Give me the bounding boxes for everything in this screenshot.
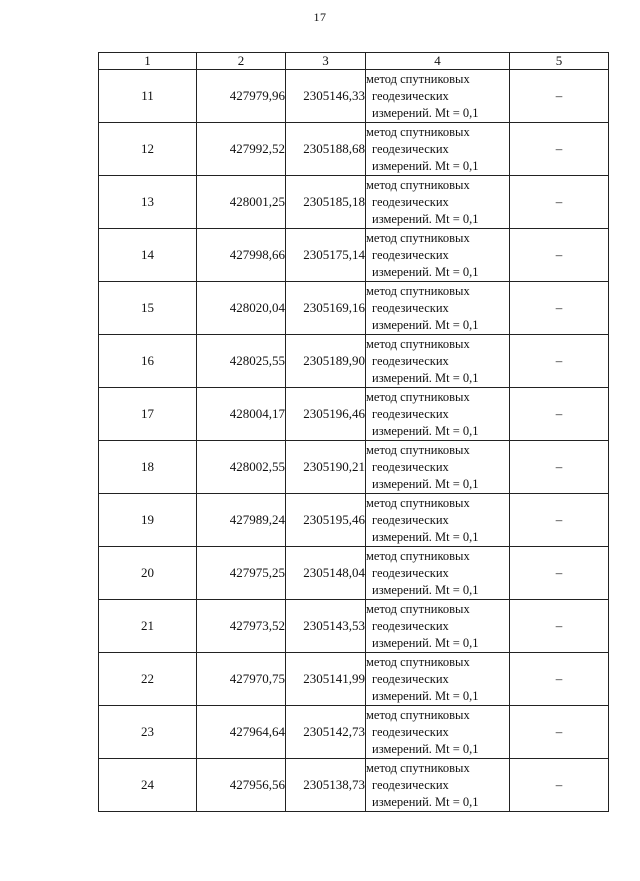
y-coordinate-cell: 2305138,73 bbox=[286, 759, 366, 812]
method-line: метод спутниковых bbox=[366, 389, 470, 404]
x-coordinate-cell: 427973,52 bbox=[197, 600, 286, 653]
y-coordinate-cell: 2305146,33 bbox=[286, 70, 366, 123]
table-row bbox=[99, 123, 609, 176]
method-cell bbox=[366, 229, 510, 282]
method-line: геодезических bbox=[372, 618, 449, 633]
method-line: геодезических bbox=[372, 88, 449, 103]
method-line: измерений. Mt = 0,1 bbox=[372, 370, 479, 385]
y-coordinate-cell: 2305148,04 bbox=[286, 547, 366, 600]
method-cell bbox=[366, 706, 510, 759]
x-coordinate-cell: 427992,52 bbox=[197, 123, 286, 176]
method-cell bbox=[366, 123, 510, 176]
table-row bbox=[99, 388, 609, 441]
column-header-3: 3 bbox=[286, 53, 366, 70]
point-number-cell: 12 bbox=[99, 123, 197, 176]
method-line: метод спутниковых bbox=[366, 336, 470, 351]
table-row bbox=[99, 600, 609, 653]
y-coordinate-cell: 2305169,16 bbox=[286, 282, 366, 335]
method-line: геодезических bbox=[372, 724, 449, 739]
method-cell bbox=[366, 388, 510, 441]
y-coordinate-cell: 2305142,73 bbox=[286, 706, 366, 759]
point-number-cell: 19 bbox=[99, 494, 197, 547]
method-line: метод спутниковых bbox=[366, 707, 470, 722]
method-line: геодезических bbox=[372, 565, 449, 580]
note-cell: – bbox=[510, 335, 609, 388]
method-line: метод спутниковых bbox=[366, 495, 470, 510]
point-number-cell: 20 bbox=[99, 547, 197, 600]
method-line: измерений. Mt = 0,1 bbox=[372, 741, 479, 756]
point-number-cell: 21 bbox=[99, 600, 197, 653]
table-body bbox=[99, 70, 609, 812]
method-line: метод спутниковых bbox=[366, 283, 470, 298]
method-cell bbox=[366, 653, 510, 706]
point-number-cell: 24 bbox=[99, 759, 197, 812]
page-number: 17 bbox=[313, 10, 327, 24]
method-line: измерений. Mt = 0,1 bbox=[372, 211, 479, 226]
table-row bbox=[99, 653, 609, 706]
x-coordinate-cell: 427956,56 bbox=[197, 759, 286, 812]
method-line: измерений. Mt = 0,1 bbox=[372, 264, 479, 279]
method-line: геодезических bbox=[372, 300, 449, 315]
method-line: геодезических bbox=[372, 194, 449, 209]
method-line: метод спутниковых bbox=[366, 548, 470, 563]
table-row bbox=[99, 494, 609, 547]
y-coordinate-cell: 2305190,21 bbox=[286, 441, 366, 494]
table-row bbox=[99, 282, 609, 335]
point-number-cell: 22 bbox=[99, 653, 197, 706]
note-cell: – bbox=[510, 441, 609, 494]
table-row bbox=[99, 70, 609, 123]
point-number-cell: 23 bbox=[99, 706, 197, 759]
method-cell bbox=[366, 600, 510, 653]
x-coordinate-cell: 427998,66 bbox=[197, 229, 286, 282]
point-number-cell: 18 bbox=[99, 441, 197, 494]
table-row bbox=[99, 335, 609, 388]
method-line: метод спутниковых bbox=[366, 601, 470, 616]
table-row bbox=[99, 229, 609, 282]
x-coordinate-cell: 427970,75 bbox=[197, 653, 286, 706]
note-cell: – bbox=[510, 282, 609, 335]
method-line: измерений. Mt = 0,1 bbox=[372, 317, 479, 332]
x-coordinate-cell: 427975,25 bbox=[197, 547, 286, 600]
note-cell: – bbox=[510, 388, 609, 441]
x-coordinate-cell: 428020,04 bbox=[197, 282, 286, 335]
method-line: измерений. Mt = 0,1 bbox=[372, 582, 479, 597]
point-number-cell: 17 bbox=[99, 388, 197, 441]
column-header-1: 1 bbox=[99, 53, 197, 70]
method-line: измерений. Mt = 0,1 bbox=[372, 423, 479, 438]
table-row bbox=[99, 176, 609, 229]
method-line: метод спутниковых bbox=[366, 760, 470, 775]
method-line: измерений. Mt = 0,1 bbox=[372, 794, 479, 809]
method-cell bbox=[366, 759, 510, 812]
y-coordinate-cell: 2305195,46 bbox=[286, 494, 366, 547]
method-cell bbox=[366, 547, 510, 600]
method-line: метод спутниковых bbox=[366, 71, 470, 86]
x-coordinate-cell: 427989,24 bbox=[197, 494, 286, 547]
y-coordinate-cell: 2305141,99 bbox=[286, 653, 366, 706]
y-coordinate-cell: 2305188,68 bbox=[286, 123, 366, 176]
method-cell bbox=[366, 176, 510, 229]
x-coordinate-cell: 428002,55 bbox=[197, 441, 286, 494]
method-line: измерений. Mt = 0,1 bbox=[372, 105, 479, 120]
table-row bbox=[99, 441, 609, 494]
method-line: измерений. Mt = 0,1 bbox=[372, 529, 479, 544]
y-coordinate-cell: 2305143,53 bbox=[286, 600, 366, 653]
table-row bbox=[99, 547, 609, 600]
method-line: геодезических bbox=[372, 406, 449, 421]
note-cell: – bbox=[510, 600, 609, 653]
point-number-cell: 14 bbox=[99, 229, 197, 282]
note-cell: – bbox=[510, 653, 609, 706]
note-cell: – bbox=[510, 547, 609, 600]
method-line: геодезических bbox=[372, 353, 449, 368]
method-line: измерений. Mt = 0,1 bbox=[372, 635, 479, 650]
method-cell bbox=[366, 441, 510, 494]
method-line: геодезических bbox=[372, 141, 449, 156]
method-line: геодезических bbox=[372, 247, 449, 262]
x-coordinate-cell: 428001,25 bbox=[197, 176, 286, 229]
method-cell bbox=[366, 282, 510, 335]
note-cell: – bbox=[510, 759, 609, 812]
note-cell: – bbox=[510, 176, 609, 229]
method-line: метод спутниковых bbox=[366, 177, 470, 192]
point-number-cell: 13 bbox=[99, 176, 197, 229]
note-cell: – bbox=[510, 70, 609, 123]
y-coordinate-cell: 2305196,46 bbox=[286, 388, 366, 441]
method-line: измерений. Mt = 0,1 bbox=[372, 688, 479, 703]
column-header-5: 5 bbox=[510, 53, 609, 70]
note-cell: – bbox=[510, 229, 609, 282]
method-line: геодезических bbox=[372, 777, 449, 792]
method-line: метод спутниковых bbox=[366, 230, 470, 245]
x-coordinate-cell: 428025,55 bbox=[197, 335, 286, 388]
method-line: метод спутниковых bbox=[366, 442, 470, 457]
method-line: геодезических bbox=[372, 459, 449, 474]
y-coordinate-cell: 2305175,14 bbox=[286, 229, 366, 282]
table-header-row bbox=[99, 53, 609, 70]
column-header-2: 2 bbox=[197, 53, 286, 70]
point-number-cell: 16 bbox=[99, 335, 197, 388]
x-coordinate-cell: 427964,64 bbox=[197, 706, 286, 759]
note-cell: – bbox=[510, 123, 609, 176]
point-number-cell: 15 bbox=[99, 282, 197, 335]
method-line: измерений. Mt = 0,1 bbox=[372, 158, 479, 173]
method-line: измерений. Mt = 0,1 bbox=[372, 476, 479, 491]
method-cell bbox=[366, 70, 510, 123]
method-cell bbox=[366, 494, 510, 547]
coordinates-table bbox=[98, 52, 609, 812]
method-line: геодезических bbox=[372, 512, 449, 527]
method-cell bbox=[366, 335, 510, 388]
x-coordinate-cell: 428004,17 bbox=[197, 388, 286, 441]
table-row bbox=[99, 706, 609, 759]
note-cell: – bbox=[510, 706, 609, 759]
x-coordinate-cell: 427979,96 bbox=[197, 70, 286, 123]
y-coordinate-cell: 2305189,90 bbox=[286, 335, 366, 388]
method-line: метод спутниковых bbox=[366, 124, 470, 139]
y-coordinate-cell: 2305185,18 bbox=[286, 176, 366, 229]
method-line: геодезических bbox=[372, 671, 449, 686]
note-cell: – bbox=[510, 494, 609, 547]
table-row bbox=[99, 759, 609, 812]
column-header-4: 4 bbox=[366, 53, 510, 70]
method-line: метод спутниковых bbox=[366, 654, 470, 669]
point-number-cell: 11 bbox=[99, 70, 197, 123]
